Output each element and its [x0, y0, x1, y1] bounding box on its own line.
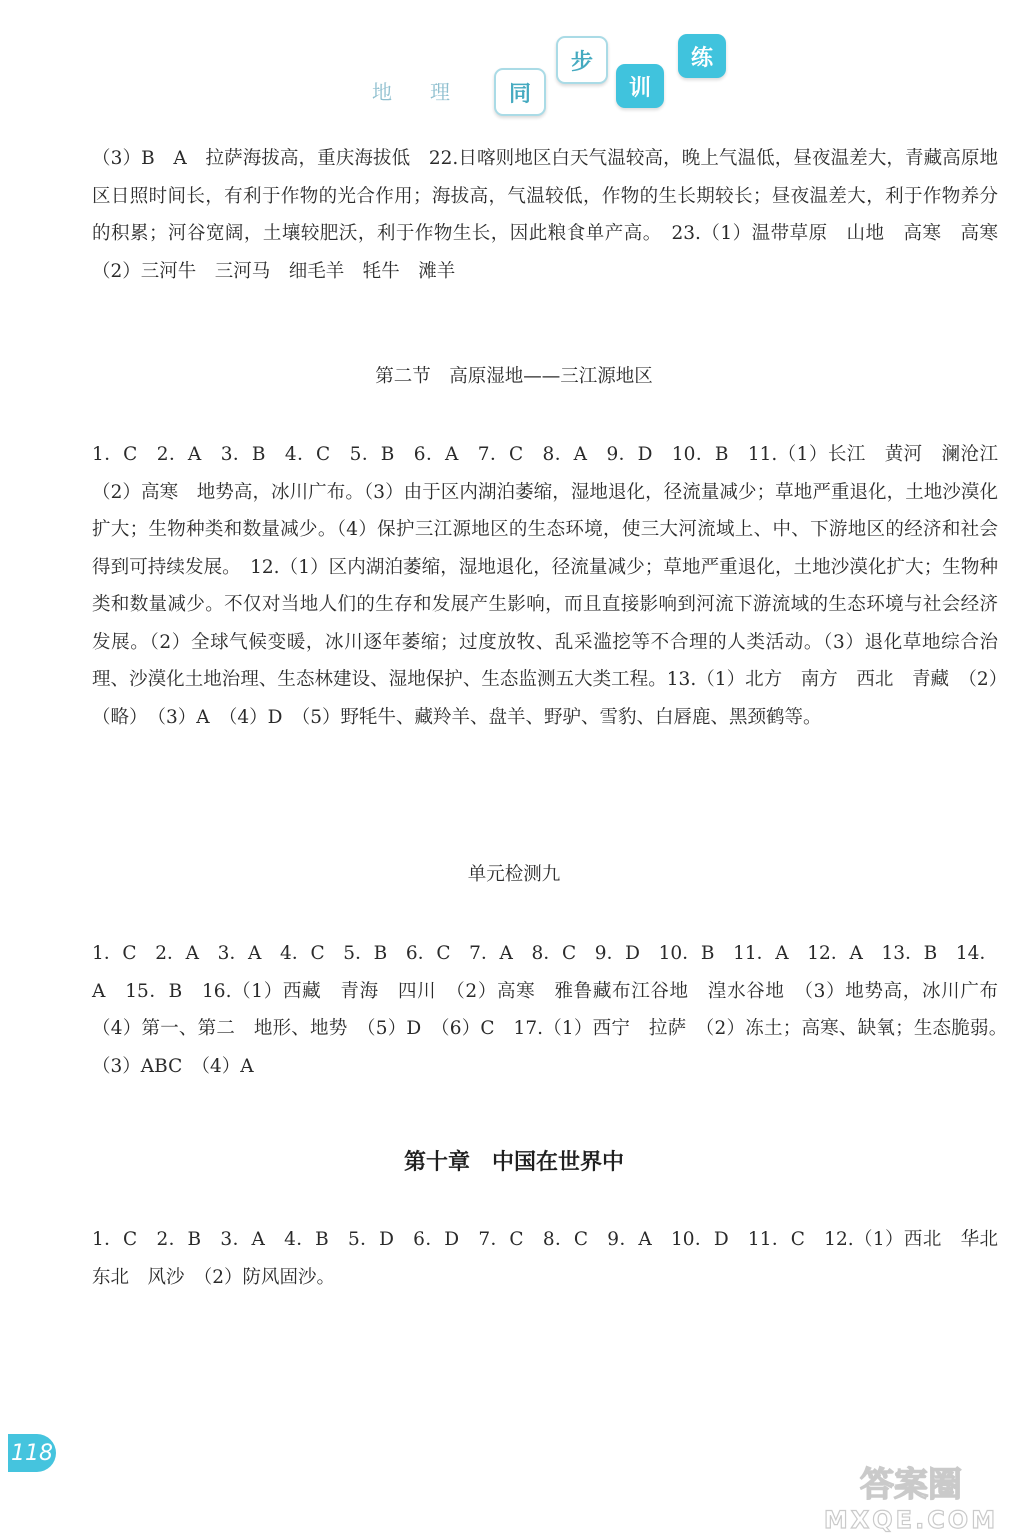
subject-char-1: 地 [372, 80, 394, 104]
answer-paragraph-2: 1．C 2．A 3．B 4．C 5．B 6．A 7．C 8．A 9．D 10．B 11.（1）长江 黄河 澜沧江 （2）高寒 地势高，冰川广布。（3）由于区内湖泊萎缩，湿地退化，径流量减少；草地严重退化，土地沙漠化扩大；生物种类和数量减少。（4）保护三江源地区的生态环境，使三大河流域上、中、下游地区的经济和社会得到可持续发展。 12.（1）区内湖泊萎缩，湿地退化，径流量减少；草地严重退化，土地沙漠化扩大；生物种类和数量减少。不仅对当地人们的生存和发展产生影响，而且直接影响到河流下游流域的生态环境与社会经济发展。（2）全球气候变暖，冰川逐年萎缩；过度放牧、乱采滥挖等不合理的人类活动。（3）退化草地综合治理、沙漠化土地治理、生态林建设、湿地保护、生态监测五大类工程。13.（1）北方 南方 西北 青藏 （2）（略） （3）A （4）D （5）野牦牛、藏羚羊、盘羊、野驴、雪豹、白唇鹿、黑颈鹤等。 [92, 444, 1017, 728]
chapter-title: 第十章 中国在世界中 [403, 1150, 624, 1175]
subject-char-2: 理 [430, 80, 452, 104]
answer-paragraph-4: 1．C 2．B 3．A 4．B 5．D 6．D 7．C 8．C 9．A 10．D 11．C 12.（1）西北 华北 东北 风沙 （2）防风固沙。 [92, 1229, 1017, 1288]
header-tile-xun: 训 [616, 64, 664, 108]
unit-test-title: 单元检测九 [467, 864, 561, 885]
answer-paragraph-3: 1．C 2．A 3．A 4．C 5．B 6．C 7．A 8．C 9．D 10．B 11．A 12．A 13．B 14．A 15．B 16.（1）西藏 青海 四川 （2）高寒 雅鲁藏布江谷地 湟水谷地 （3）地势高，冰川广布 （4）第一、第二 地形、地势 （5）D （6）C 17.（1）西宁 拉萨 （2）冻土；高寒、缺氧；生态脆弱。 （3）ABC （4）A [92, 943, 1017, 1077]
page-number: 118 [8, 1434, 56, 1472]
header-tile-tong: 同 [494, 68, 546, 116]
watermark-text: 答案圈 [860, 1465, 962, 1505]
header-tile-bu: 步 [556, 36, 608, 84]
page-header [0, 0, 1028, 120]
header-tile-lian: 练 [678, 34, 726, 78]
answer-paragraph-1: （3）B A 拉萨海拔高，重庆海拔低 22.日喀则地区白天气温较高，晚上气温低，昼夜温差大，青藏高原地区日照时间长，有利于作物的光合作用；海拔高，气温较低，作物的生长期较长；昼夜温差大，利于作物养分的积累；河谷宽阔，土壤较肥沃，利于作物生长，因此粮食单产高。 23.（1）温带草原 山地 高寒 高寒 （2）三河牛 三河马 细毛羊 牦牛 滩羊 [92, 148, 1017, 282]
section-title-sanjiangyuan: 第二节 高原湿地——三江源地区 [375, 366, 653, 387]
watermark-url: MXQE.COM [823, 1506, 999, 1534]
watermark-logo [798, 1456, 1024, 1534]
